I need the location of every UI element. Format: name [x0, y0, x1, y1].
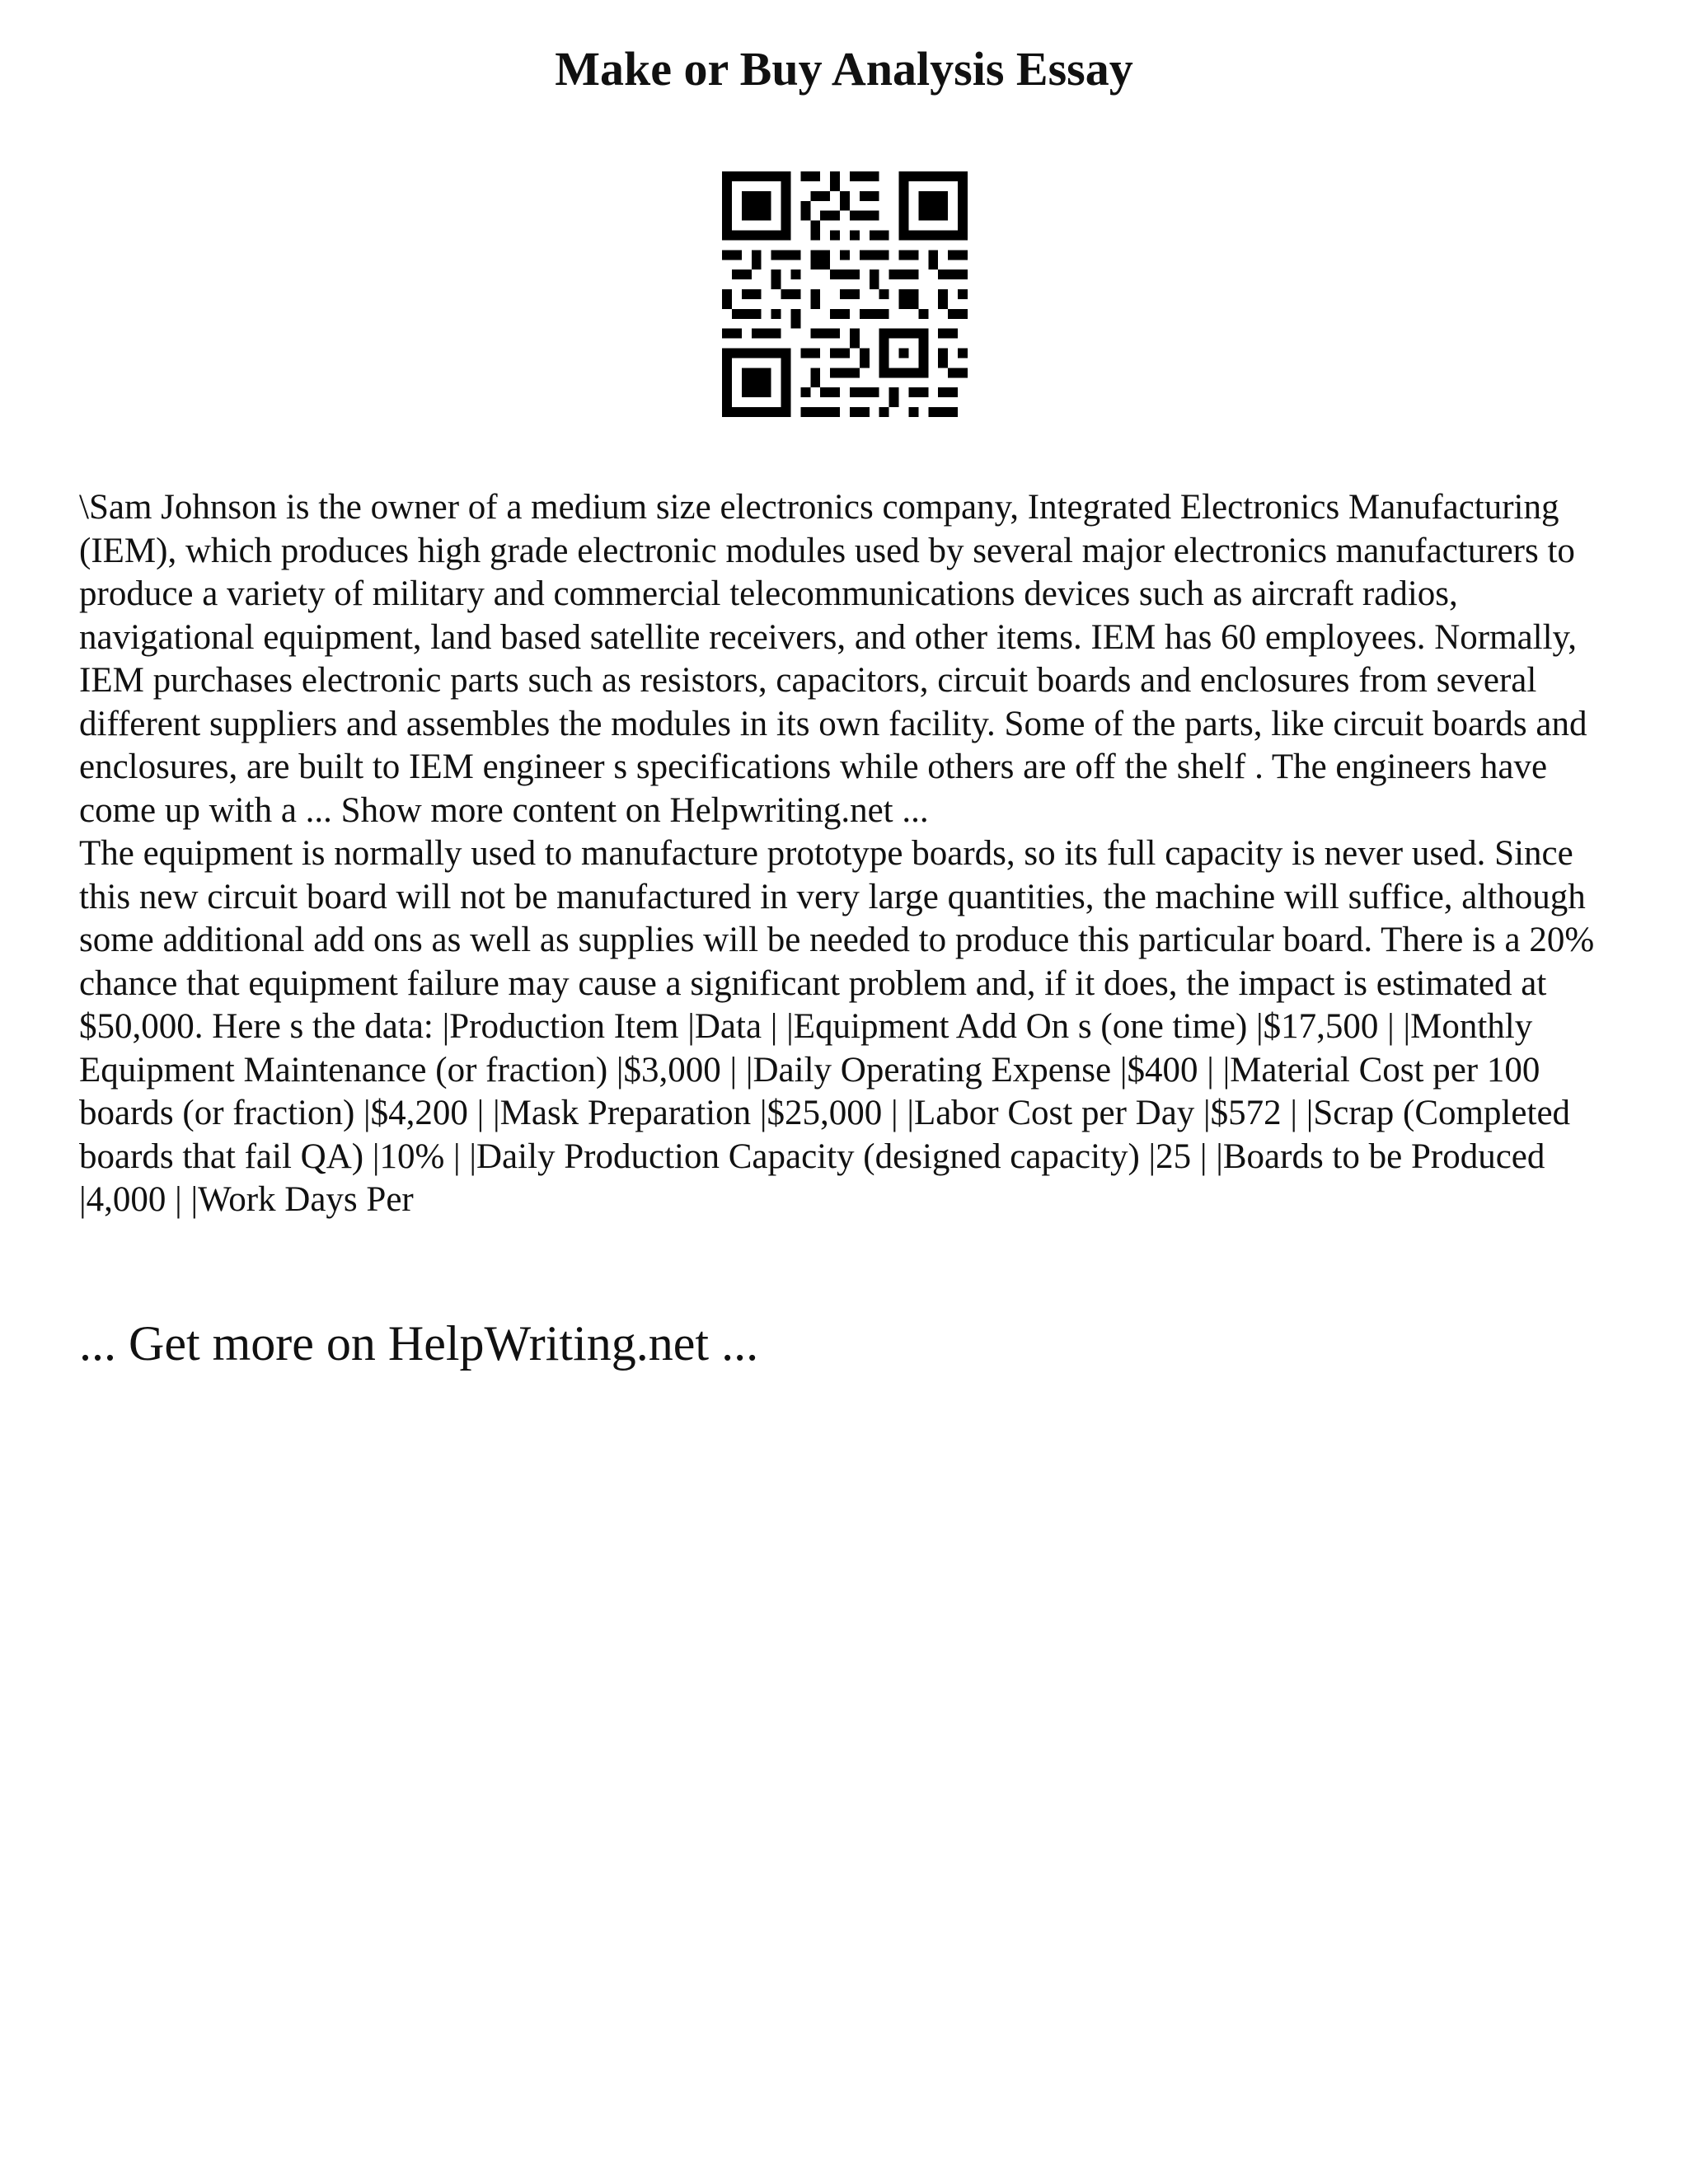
paragraph-intro: \Sam Johnson is the owner of a medium size electronics company, Integrated Electronics Manufacturing (IEM), which produces high grade electronic modules used by several major electronics manufacturers to produce a variety of military and commercial telecommunications devices such as aircraft radios, navigational equipment, land based satellite receivers, and other items. IEM has 60 employees. Normally, IEM purchases electronic parts such as resistors, capacitors, circuit boards and enclosures from several different suppliers and assembles the modules in its own facility. Some of the parts, like circuit boards and enclosures, are built to IEM engineer s specifications while others are off the shelf . The engineers have come up with a ... Show more content on Helpwriting.net ...: [79, 488, 1587, 830]
essay-body: [79, 486, 1629, 1222]
get-more-link[interactable]: ... Get more on HelpWriting.net ...: [79, 1316, 759, 1371]
paragraph-data: The equipment is normally used to manufacture prototype boards, so its full capacity is never used. Since this new circuit board will not be manufactured in very large quantities, the machine will suffice, although some additional add ons as well as supplies will be needed to produce this particular board. There is a 20% chance that equipment failure may cause a significant problem and, if it does, the impact is estimated at $50,000. Here s the data: |Production Item |Data | |Equipment Add On s (one time) |$17,500 | |Monthly Equipment Maintenance (or fraction) |$3,000 | |Daily Operating Expense |$400 | |Material Cost per 100 boards (or fraction) |$4,200 | |Mask Preparation |$25,000 | |Labor Cost per Day |$572 | |Scrap (Completed boards that fail QA) |10% | |Daily Production Capacity (designed capacity) |25 | |Boards to be Produced |4,000 | |Work Days Per: [79, 834, 1595, 1219]
document-title: Make or Buy Analysis Essay: [555, 42, 1133, 96]
qr-code-icon: [722, 171, 968, 417]
